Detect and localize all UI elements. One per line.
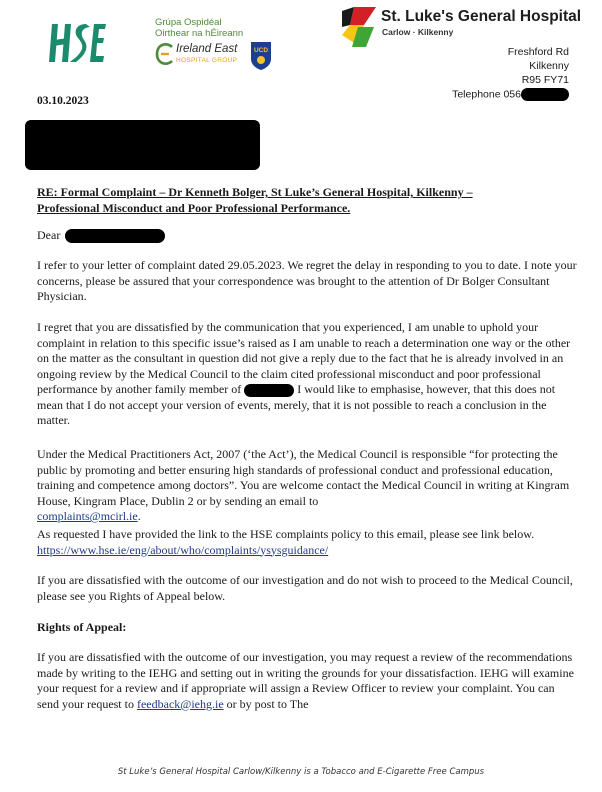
paragraph-2-text-a: I regret that you are dissatisfied by the communication that you experienced, I am unable to uphold your complaint in relation to this specific issue’s raised as I am unable to reach a determination one way or the other on the matter as the consultant in question did not give a reply due to the fact that he is already involved in an ongoing review by the Medical Council to the claim cited professional misconduct and poor professional performance by another family member of [37, 320, 571, 396]
recipient-redaction [25, 120, 260, 170]
paragraph-4 [37, 527, 577, 558]
subject-line-2: Professional Misconduct and Poor Professional Performance. [37, 200, 351, 215]
hospital-subtitle: Carlow · Kilkenny [382, 27, 454, 37]
ieg-swirl-icon [155, 42, 175, 66]
hospital-name: St. Luke's General Hospital [381, 8, 582, 25]
svg-text:UCD: UCD [253, 47, 269, 54]
ieg-irish-line2: Oirthear na hÉireann [155, 28, 244, 39]
medical-council-email-link[interactable]: complaints@mcirl.ie [37, 509, 138, 523]
telephone-line [452, 88, 569, 101]
footer-note: St Luke’s General Hospital Carlow/Kilkenny is a Tobacco and E-Cigarette Free Campus [117, 767, 485, 777]
salutation [37, 228, 577, 244]
subject-line-1: RE: Formal Complaint – Dr Kenneth Bolger, St Luke’s General Hospital, Kilkenny – [37, 185, 473, 199]
paragraph-3-text: Under the Medical Practitioners Act, 2007 (‘the Act’), the Medical Council is responsible “for protecting the public by promoting and better ensuring high standards of professional conduct and professional education, training and competence among doctors”. You are welcome contact the Medical Council in writing at Kingram House, Kingram Place, Dublin 2 or by sending an email to [37, 447, 570, 508]
paragraph-2-text-b: I would like to emphasise, however, that this does not mean that I do not accept your version of events, merely, that it is not possible to reach a conclusion in the matter. [37, 382, 556, 427]
paragraph-3: Under the Medical Practitioners Act, 2007 (‘the Act’), the Medical Council is responsible “for protecting the public by promoting and better ensuring high standards of professional conduct and professional education, training and competence among doctors”. You are welcome contact the Medical Council in writing at Kingram House, Kingram Place, Dublin 2 or by sending an email to complaints@mcirl.ie. [37, 447, 570, 523]
paragraph-2 [37, 320, 577, 429]
paragraph-6 [37, 650, 577, 712]
ieg-name: Ireland East [176, 43, 238, 55]
ieg-irish-line1: Grúpa Ospidéal [155, 17, 222, 28]
subject-line [37, 185, 577, 216]
rights-of-appeal-heading: Rights of Appeal: [37, 620, 127, 634]
st-lukes-logo [340, 5, 378, 49]
address-line2: Kilkenny [529, 60, 569, 72]
ieg-subtitle: HOSPITAL GROUP [176, 57, 238, 64]
paragraph-1-text: I refer to your letter of complaint dated 29.05.2023. We regret the delay in responding to you to date. I note your concerns, please be assured that your correspondence was brought to the attention of Dr Bolger Consultant Physician. [37, 258, 577, 303]
paragraph-4-text: As requested I have provided the link to the HSE complaints policy to this email, please see link below. [37, 527, 535, 541]
letter-date: 03.10.2023 [37, 95, 89, 107]
telephone-label: Telephone 056 [452, 88, 521, 101]
hse-complaints-link[interactable]: https://www.hse.ie/eng/about/who/complaints/ysysguidance/ [37, 542, 329, 557]
ucd-crest-icon [250, 41, 272, 71]
address-line3: R95 FY71 [521, 74, 569, 86]
recipient-name-redaction [65, 229, 165, 243]
paragraph-5-text: If you are dissatisfied with the outcome of our investigation and do not wish to proceed to the Medical Council, please see you Rights of Appeal below. [37, 573, 573, 603]
salutation-text: Dear [37, 228, 61, 242]
paragraph-6-text: If you are dissatisfied with the outcome of our investigation, you may request a review of the recommendations made by writing to the IEHG and setting out in writing the grounds for your dissatisfaction. IEHG will examine your request for a review and if appropriate will assign a Review Officer to review your complaint. You can send your request to [37, 650, 574, 711]
family-member-redaction [244, 384, 294, 397]
ieg-irish-name [155, 17, 243, 39]
iehg-feedback-email-link[interactable]: feedback@iehg.ie [136, 696, 224, 711]
address-line1: Freshford Rd [507, 46, 569, 58]
redaction-bar [521, 88, 569, 101]
hse-logo [46, 18, 108, 68]
paragraph-6-end: or by post to The [223, 696, 309, 711]
paragraph-5 [37, 573, 577, 604]
paragraph-1 [37, 258, 577, 305]
